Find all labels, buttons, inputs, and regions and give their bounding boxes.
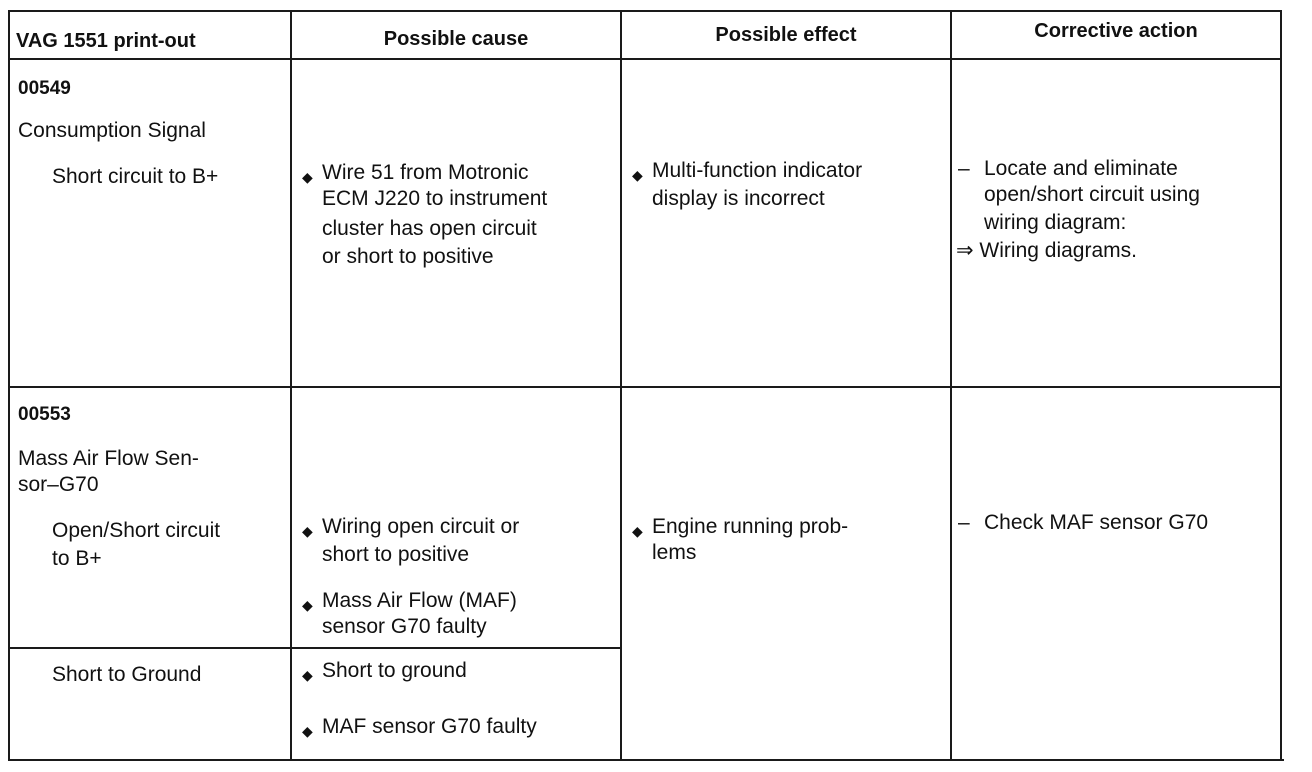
dash-icon: – — [958, 157, 970, 180]
cause-line: MAF sensor G70 faulty — [322, 715, 537, 738]
column-divider-3 — [950, 10, 952, 761]
action-line: Locate and eliminate — [984, 157, 1178, 180]
header-possible-effect: Possible effect — [715, 24, 857, 46]
bullet-icon: ◆ — [302, 667, 313, 683]
cause-line: cluster has open circuit — [322, 217, 537, 240]
effect-line: Engine running prob- — [652, 515, 849, 538]
cause-line: short to positive — [322, 543, 470, 566]
fault-condition: Short to Ground — [52, 663, 202, 686]
component-name: Mass Air Flow Sen- — [18, 447, 199, 470]
effect-line: lems — [652, 541, 697, 564]
bullet-icon: ◆ — [632, 523, 643, 539]
cause-line: or short to positive — [322, 245, 494, 268]
action-line: open/short circuit using — [984, 183, 1200, 206]
bullet-icon: ◆ — [302, 723, 313, 739]
cause-line: Short to ground — [322, 659, 467, 682]
subrow-divider — [8, 647, 622, 649]
column-divider-1 — [290, 10, 292, 761]
bullet-icon: ◆ — [302, 169, 313, 185]
bullet-icon: ◆ — [302, 523, 313, 539]
fault-code-00549: 00549 — [18, 78, 71, 99]
fault-condition: Short circuit to B+ — [52, 165, 219, 188]
table-border-top — [8, 10, 1280, 12]
cause-line: sensor G70 faulty — [322, 615, 487, 638]
action-reference: ⇒ Wiring diagrams. — [956, 239, 1137, 262]
cause-line: Wire 51 from Motronic — [322, 161, 529, 184]
cause-line: Wiring open circuit or — [322, 515, 520, 538]
column-divider-2 — [620, 10, 622, 761]
action-line: wiring diagram: — [984, 211, 1127, 234]
header-possible-cause: Possible cause — [383, 28, 529, 50]
cause-line: ECM J220 to instrument — [322, 187, 548, 210]
effect-line: Multi-function indicator — [652, 159, 863, 182]
component-name: sor–G70 — [18, 473, 99, 496]
header-corrective-action: Corrective action — [1034, 20, 1198, 42]
fault-condition: Open/Short circuit — [52, 519, 221, 542]
row-divider — [8, 386, 1280, 388]
action-line: Check MAF sensor G70 — [984, 511, 1209, 534]
cause-line: Mass Air Flow (MAF) — [322, 589, 517, 612]
effect-line: display is incorrect — [652, 187, 825, 210]
fault-code-00553: 00553 — [18, 404, 71, 425]
component-name: Consumption Signal — [18, 119, 206, 142]
header-print-out: VAG 1551 print-out — [16, 30, 196, 52]
header-rule — [8, 58, 1280, 60]
bullet-icon: ◆ — [302, 597, 313, 613]
table-border-bottom — [8, 759, 1284, 761]
fault-condition: to B+ — [52, 547, 102, 570]
dash-icon: – — [958, 511, 970, 534]
bullet-icon: ◆ — [632, 167, 643, 183]
table-border-right — [1280, 10, 1282, 761]
table-border-left — [8, 10, 10, 761]
